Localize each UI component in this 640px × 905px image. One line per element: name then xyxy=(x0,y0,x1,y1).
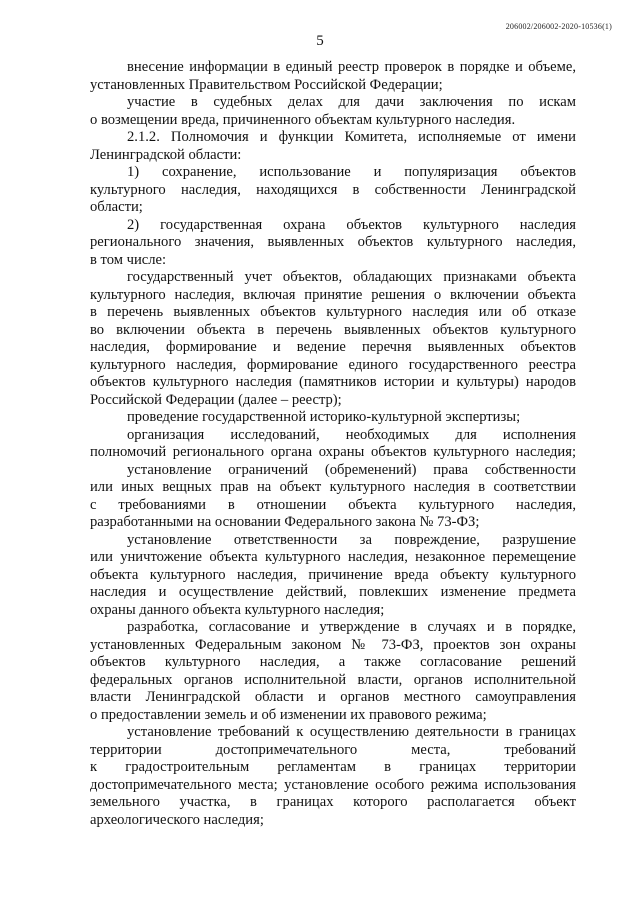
body-text-line: установление ответственности за повреждение, разрушение xyxy=(127,531,576,548)
body-text-line: с требованиями в отношении объекта культурного наследия, xyxy=(90,496,576,513)
body-text-line: федеральных органов исполнительной власти, органов исполнительной xyxy=(90,671,576,688)
body-text-line: установление ограничений (обременений) права собственности xyxy=(127,461,576,478)
page-number: 5 xyxy=(316,33,324,49)
body-text-line: разработанными на основании Федерального закона № 73-ФЗ; xyxy=(90,514,480,530)
body-text-line: внесение информации в единый реестр проверок в порядке и объеме, xyxy=(127,59,576,75)
body-text-line: установленных Федеральным законом № 73-ФЗ, проектов зон охраны xyxy=(90,636,576,653)
body-text-line: объектов культурного наследия, а также согласование решений xyxy=(90,654,576,670)
body-text-line: регионального значения, выявленных объектов культурного наследия, xyxy=(90,234,576,250)
body-text-line: проведение государственной историко-культурной экспертизы; xyxy=(127,409,521,425)
body-text-line: Российской Федерации (далее – реестр); xyxy=(90,391,342,408)
body-text-line: наследия и осуществление действий, повлекших изменение предмета xyxy=(90,584,576,600)
body-text-line: достопримечательного места; установление особого режима использования xyxy=(90,776,576,793)
body-text-line: 2) государственная охрана объектов культурного наследия xyxy=(127,216,576,233)
body-text-line: организация исследований, необходимых для исполнения xyxy=(127,426,576,443)
body-text-line: установление требований к осуществлению деятельности в границах xyxy=(127,724,576,740)
body-text-line: культурного наследия, формирование единого государственного реестра xyxy=(90,356,576,373)
body-text-line: Ленинградской области: xyxy=(90,146,242,163)
body-text-line: о предоставлении земель и об изменении их правового режима; xyxy=(90,706,487,723)
body-text-line: о возмещении вреда, причиненного объектам культурного наследия. xyxy=(90,111,516,128)
body-text-line: государственный учет объектов, обладающих признаками объекта xyxy=(127,269,576,285)
document-registration-number: 206002/206002-2020-10536(1) xyxy=(505,22,612,31)
body-text-line: участие в судебных делах для дачи заключения по искам xyxy=(127,94,576,110)
body-text-line: охраны данного объекта культурного наследия; xyxy=(90,601,385,618)
body-text-line: или иных вещных прав на объект культурного наследия в соответствии xyxy=(90,479,576,495)
body-text-line: в перечень выявленных объектов культурного наследия или об отказе xyxy=(90,304,576,320)
body-text-line: археологического наследия; xyxy=(90,811,264,828)
body-text-line: земельного участка, в границах которого располагается объект xyxy=(90,794,576,810)
body-text-line: к градостроительным регламентам в границах территории xyxy=(90,759,576,775)
body-text-line: наследия, формирование и ведение перечня выявленных объектов xyxy=(90,339,576,355)
body-text-line: культурного наследия, включая принятие решения о включении объекта xyxy=(90,286,576,303)
body-text-line: или уничтожение объекта культурного наследия, незаконное перемещение xyxy=(90,549,576,565)
body-text-line: области; xyxy=(90,199,143,215)
body-text-line: 2.1.2. Полномочия и функции Комитета, исполняемые от имени xyxy=(127,129,576,145)
body-text-line: разработка, согласование и утверждение в случаях и в порядке, xyxy=(127,619,576,635)
body-text-line: в том числе: xyxy=(90,251,167,268)
body-text-line: объекта культурного наследия, причинение вреда объекту культурного xyxy=(90,566,576,583)
body-text-line: объектов культурного наследия (памятников истории и культуры) народов xyxy=(90,374,576,390)
body-text-line: культурного наследия, находящихся в собственности Ленинградской xyxy=(90,181,576,198)
body-text-line: 1) сохранение, использование и популяризация объектов xyxy=(127,164,576,180)
document-body xyxy=(90,59,576,829)
body-text-line: территории достопримечательного места, требований xyxy=(90,741,576,758)
body-text-line: во включении объекта в перечень выявленных объектов культурного xyxy=(90,321,576,338)
body-text-line: полномочий регионального органа охраны объектов культурного наследия; xyxy=(90,444,576,460)
body-text-line: установленных Правительством Российской Федерации; xyxy=(90,76,443,93)
body-text-line: власти Ленинградской области и органов местного самоуправления xyxy=(90,689,576,705)
